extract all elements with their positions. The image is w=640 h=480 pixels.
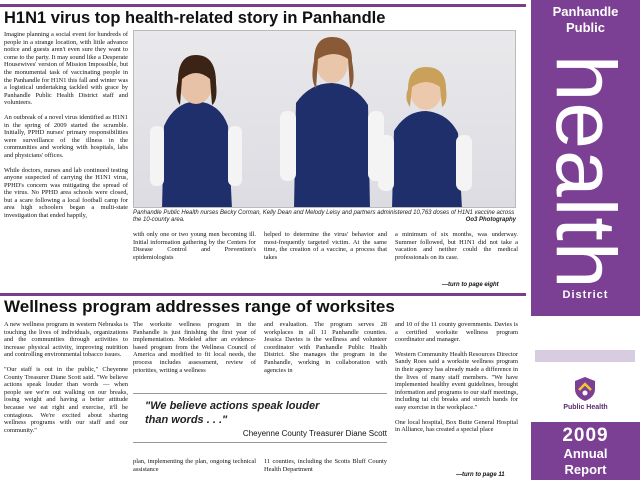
quote-attribution: Cheyenne County Treasurer Diane Scott (242, 429, 387, 438)
district-label: District (562, 289, 609, 301)
photo-caption (133, 210, 516, 224)
story2-column-3-bottom: 11 counties, including the Scotts Bluff County Health Department (264, 458, 387, 473)
pull-quote (133, 393, 387, 451)
story1-paragraph: Imagine planning a social event for hundreds of people in a strange location, with little advance notice and guests aren't even sure they want to come to the party. It may sound like a Desperate Housewives' version of Mission Impossible, but the monumental task of vaccinating people in the Panhandle for H1N1 this fall and winter was a logistical undertaking tackled with grace by Panhandle Public Health District staff and volunteers. (4, 31, 128, 107)
story2-headline: Wellness program addresses range of worksites (4, 297, 395, 316)
top-rule (0, 4, 526, 7)
big-word-text: health (539, 54, 633, 290)
report-line-2: Report (564, 462, 607, 477)
story2-paragraph: A new wellness program in western Nebraska is touching the lives of individuals, organizations and the communities through activities to increase physical activity, improving nutrition and controlling environmental tobacco issues. (4, 321, 128, 359)
photo-credit: Oo3 Photography (465, 217, 516, 223)
story1-turn-note: —turn to page eight (442, 282, 499, 288)
nurse-left (150, 55, 242, 208)
story2-column-3-top: and evaluation. The program serves 28 workplaces in all 11 Panhandle counties. Jessica Davies is the wellness and volunteer coordinator with Panhandle Public Health District. She manages the program in the Panhandle, working in collaboration with agencies in (264, 321, 387, 374)
sidebar-banner (531, 0, 640, 480)
logo-strip (535, 350, 635, 362)
story1-paragraph: An outbreak of a novel virus identified as H1N1 in the spring of 2009 started the scramble. Initially, PPHD nurses' primary responsibilities were surveillance of the illness in the communities and working with hospitals, labs and physicians' offices. (4, 113, 128, 159)
big-word-health (532, 44, 640, 300)
shield-icon (573, 376, 597, 402)
story2-paragraph: "Our staff is out in the public," Cheyenne County Treasurer Diane Scott said. "We believe actions speak louder than words — when people see we're out walking on our breaks, losing weight and having a better attitude because we eat right and exercise, it'll be contagious. We're excited about sharing wellness programs with our staff and our community." (4, 365, 128, 434)
nurse-middle (280, 37, 384, 208)
quote-line-1: "We believe actions speak louder (145, 400, 320, 412)
middle-rule (0, 293, 526, 296)
quote-line-2: than words . . ." (145, 414, 228, 426)
story2-column-1 (4, 321, 128, 480)
story1-column-2: with only one or two young men becoming ill. Initial information gathering by the Centers for Disease Control and Prevention's epidemiologists (133, 231, 256, 261)
story2-turn-note: —turn to page 11 (456, 472, 505, 478)
brand-line-1: Panhandle (552, 4, 619, 19)
quote-bottom-line (133, 442, 387, 443)
quote-top-line (133, 393, 387, 394)
story1-column-4: a minimum of six months, was underway. Summer followed, but H1N1 did not take a vacation and neither could the medical professionals on its case. (395, 231, 518, 261)
logo-area (531, 316, 640, 422)
story1-column-3: helped to determine the virus' behavior and most-frequently targeted victim. At the same time, the creation of a vaccine, a process that takes (264, 231, 387, 261)
story2-paragraph: and 10 of the 11 county governments. Davies is a certified worksite wellness program coordinator and manager. (395, 321, 518, 344)
nurses-illustration (134, 31, 516, 208)
report-line-1: Annual (563, 446, 608, 461)
nurses-photo (133, 30, 516, 208)
story2-column-2-top: The worksite wellness program in the Panhandle is just finishing the first year of implementation. Modeled after an evidence-based program from the Wellness Council of America and modified to fit local needs, the process includes assessment, review of priorities, writing a wellness (133, 321, 256, 374)
logo-label: Public Health (563, 404, 608, 411)
story1-column-1 (4, 31, 128, 284)
story2-column-2-bottom: plan, implementing the plan, ongoing technical assistance (133, 458, 256, 473)
nurse-right (378, 67, 472, 208)
caption-text: Panhandle Public Health nurses Becky Corman, Kelly Dean and Melody Leisy and partners administered 10,763 doses of H1N1 vaccine across the 10-county area. (133, 210, 515, 223)
story1-headline: H1N1 virus top health-related story in Panhandle (4, 9, 386, 27)
report-year: 2009 (562, 425, 609, 446)
brand-line-2: Public (565, 20, 605, 35)
story2-paragraph: Western Community Health Resources Director Sandy Roes said a worksite wellness program in their agency has already made a difference in the lives of many staff members. "We have implemented healthy event guidelines, brought information and programs to our staff meetings, including tai chi breaks and stretch bands for easy exercise in the workplace." (395, 350, 518, 411)
story2-paragraph: One local hospital, Box Butte General Hospital in Alliance, has created a special place (395, 418, 518, 434)
story1-paragraph: While doctors, nurses and lab continued testing anyone suspected of carrying the H1N1 virus, PPHD's concern was mitigating the spread of the virus. No PPHD area schools were closed, but a scare following a local football camp for area high schoolers began a multi-state investigation that ended happily, (4, 166, 128, 220)
story2-column-4 (395, 321, 518, 471)
